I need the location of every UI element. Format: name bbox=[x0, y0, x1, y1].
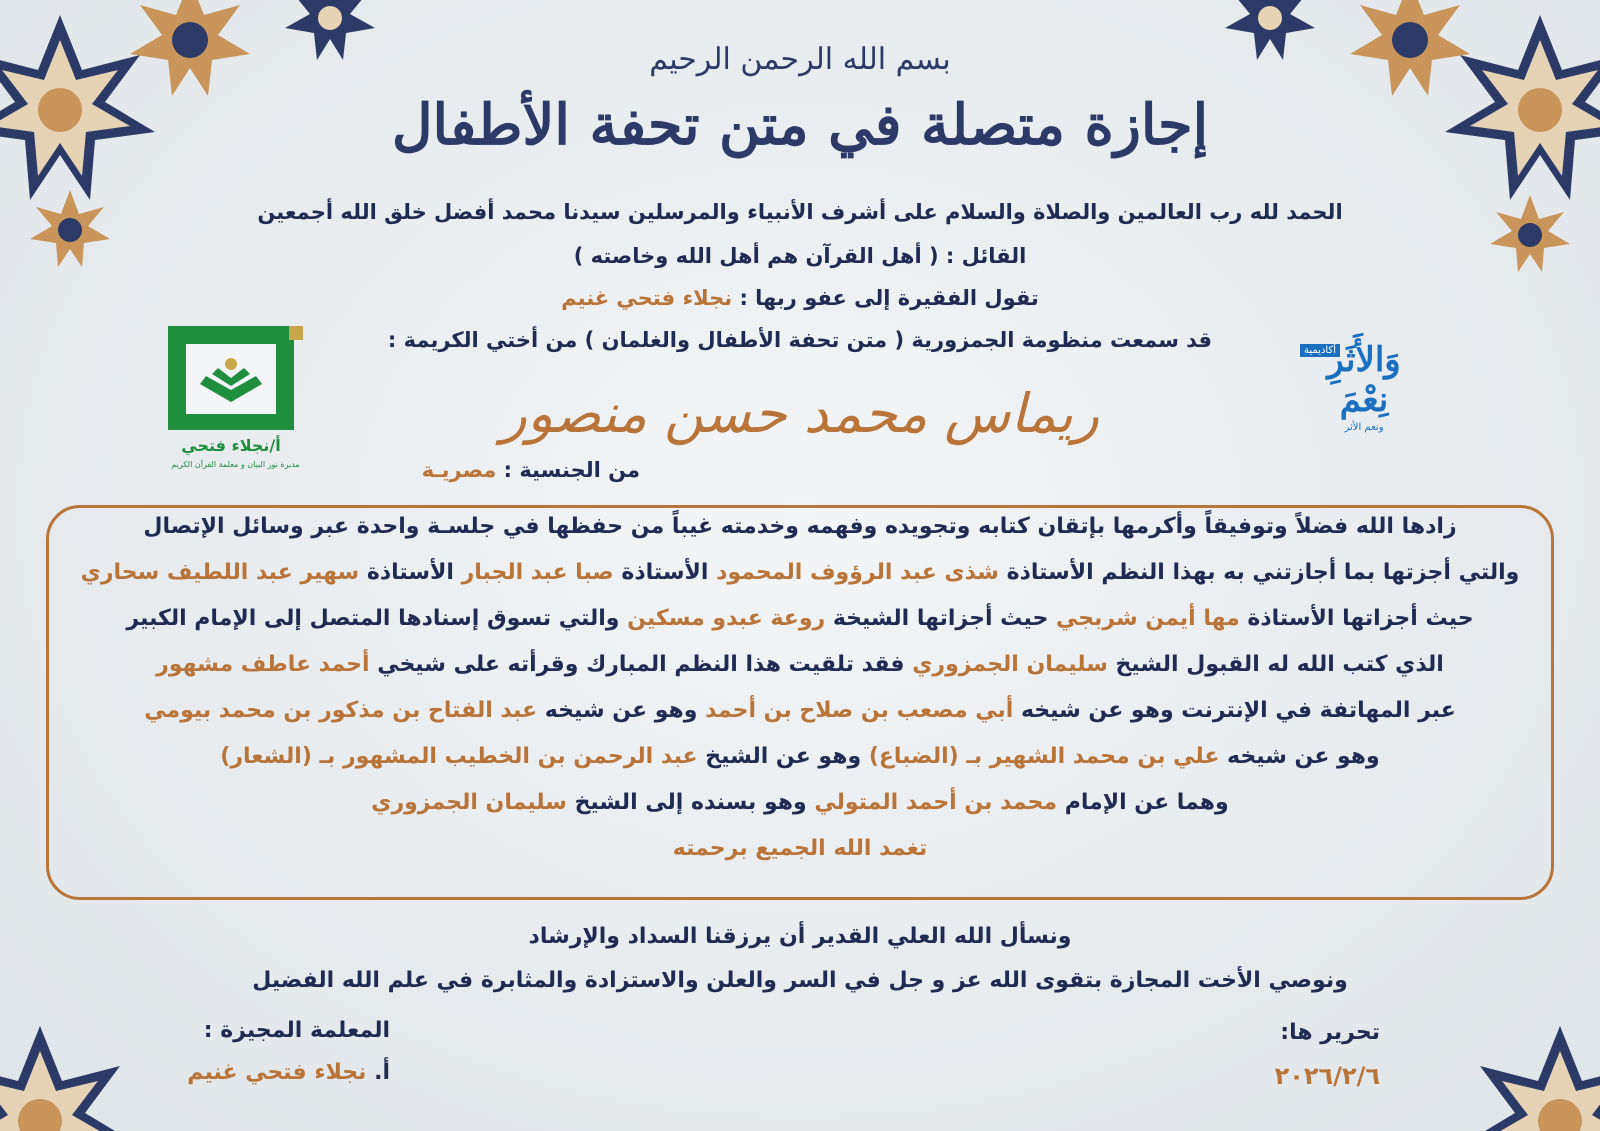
teacher-maha: مها أيمن شربجي bbox=[1055, 606, 1240, 631]
sanad-line-7: وهما عن الإمام محمد بن أحمد المتولي وهو بسنده إلى الشيخ سليمان الجمزوري bbox=[371, 790, 1229, 815]
ornament-bottom-left-icon bbox=[0, 981, 160, 1131]
intro-quote: القائل : ( أهل القرآن هم أهل الله وخاصته ) bbox=[573, 244, 1027, 268]
logo-left-name: أ/نجلاء فتحي bbox=[181, 436, 281, 455]
sanad-line-6: وهو عن شيخه علي بن محمد الشهير بـ (الضباع) وهو عن الشيخ عبد الرحمن بن الخطيب المشهور بـ (الشعار) bbox=[220, 744, 1380, 769]
logo-right-tag: أكاديمية bbox=[1300, 344, 1340, 357]
sanad-line-8: تغمد الله الجميع برحمته bbox=[672, 836, 928, 861]
sanad-line-1: زادها الله فضلاً وتوفيقاً وأكرمها بإتقان كتابه وتجويده وفهمه وخدمته غيباً من حفظها في جلسـة واحدة عبر وسائل الإتصال bbox=[143, 514, 1457, 539]
certificate-title: إجازة متصلة في متن تحفة الأطفال bbox=[391, 92, 1209, 158]
sheikh-abu-musab: أبي مصعب بن صلاح بن أحمد bbox=[705, 698, 1014, 723]
teacher-saba: صبا عبد الجبار bbox=[461, 560, 614, 585]
student-name: ريماس محمد حسن منصور bbox=[500, 382, 1100, 445]
nationality-value: مصريـة bbox=[421, 458, 497, 482]
date-label: تحرير ها: bbox=[1280, 1020, 1380, 1045]
teacher-suhair: سهير عبد اللطيف سحاري bbox=[80, 560, 360, 585]
sanad-line-2: والتي أجزتها بما أجازتني به بهذا النظم الأستاذة شذى عبد الرؤوف المحمود الأستاذة صبا عبد الجبار الأستاذة سهير عبد اللطيف سحاري bbox=[80, 560, 1520, 585]
teacher-rawaa: روعة عبدو مسكين bbox=[627, 606, 826, 631]
closing-advice: ونوصي الأخت المجازة بتقوى الله عز و جل في السر والعلن والاستزادة والمثابرة في علم الله الفضيل bbox=[252, 968, 1348, 993]
sheikh-shaar: عبد الرحمن بن الخطيب المشهور بـ (الشعار) bbox=[220, 744, 698, 769]
sheikh-dabbaa: علي بن محمد الشهير بـ (الضباع) bbox=[868, 744, 1220, 769]
sheikh-ahmed: أحمد عاطف مشهور bbox=[156, 652, 370, 677]
teacher-shatha: شذى عبد الرؤوف المحمود bbox=[716, 560, 999, 585]
sheikh-jamzouri: سليمان الجمزوري bbox=[371, 790, 567, 815]
intro-heard: قد سمعت منظومة الجمزورية ( متن تحفة الأطفال والغلمان ) من أختي الكريمة : bbox=[387, 328, 1213, 352]
basmala: بسم الله الرحمن الرحيم bbox=[649, 42, 951, 77]
imam-jamzouri: سليمان الجمزوري bbox=[912, 652, 1108, 677]
intro-hamd: الحمد لله رب العالمين والصلاة والسلام على أشرف الأنبياء والمرسلين سيدنا محمد أفضل خلق الله أجمعين bbox=[257, 200, 1343, 224]
sanad-line-5: عبر المهاتفة في الإنترنت وهو عن شيخه أبي مصعب بن صلاح بن أحمد وهو عن شيخه عبد الفتاح بن مذكور بن محمد بيومي bbox=[144, 698, 1456, 723]
imam-mutawalli: محمد بن أحمد المتولي bbox=[814, 790, 1058, 815]
logo-right-name: وَالأَثَرِ نِعْمَ bbox=[1327, 340, 1401, 420]
closing-prayer: ونسأل الله العلي القدير أن يرزقنا السداد والإرشاد bbox=[528, 924, 1072, 949]
logo-left-subtitle: مديرة نور البيان و معلمة القرآن الكريم bbox=[171, 460, 300, 469]
teacher-name: نجلاء فتحي غنيم bbox=[187, 1060, 367, 1085]
author-prefix: تقول الفقيرة إلى عفو ربها : bbox=[732, 286, 1039, 310]
sheikh-abdelfattah: عبد الفتاح بن مذكور بن محمد بيومي bbox=[144, 698, 538, 723]
sanad-line-4: الذي كتب الله له القبول الشيخ سليمان الجمزوري فقد تلقيت هذا النظم المبارك وقرأته على شيخي أحمد عاطف مشهور bbox=[156, 652, 1444, 677]
nationality bbox=[380, 458, 640, 482]
author-name: نجلاء فتحي غنيم bbox=[561, 286, 733, 310]
date-value: ٢٠٢٦/٢/٦ bbox=[1274, 1062, 1380, 1090]
nationality-label: من الجنسية : bbox=[496, 458, 640, 482]
logo-right-subtitle: ونعم الأثر bbox=[1344, 422, 1384, 433]
intro-author bbox=[0, 286, 1600, 310]
ornament-bottom-right-icon bbox=[1440, 981, 1600, 1131]
sanad-line-3: حيث أجزاتها الأستاذة مها أيمن شربجي حيث أجزاتها الشيخة روعة عبدو مسكين والتي تسوق إسنادها المتصل إلى الإمام الكبير bbox=[126, 606, 1474, 631]
teacher-label: المعلمة المجيزة : bbox=[203, 1018, 390, 1043]
teacher-prefix: أ. bbox=[366, 1060, 390, 1085]
teacher-signature bbox=[170, 1060, 390, 1085]
